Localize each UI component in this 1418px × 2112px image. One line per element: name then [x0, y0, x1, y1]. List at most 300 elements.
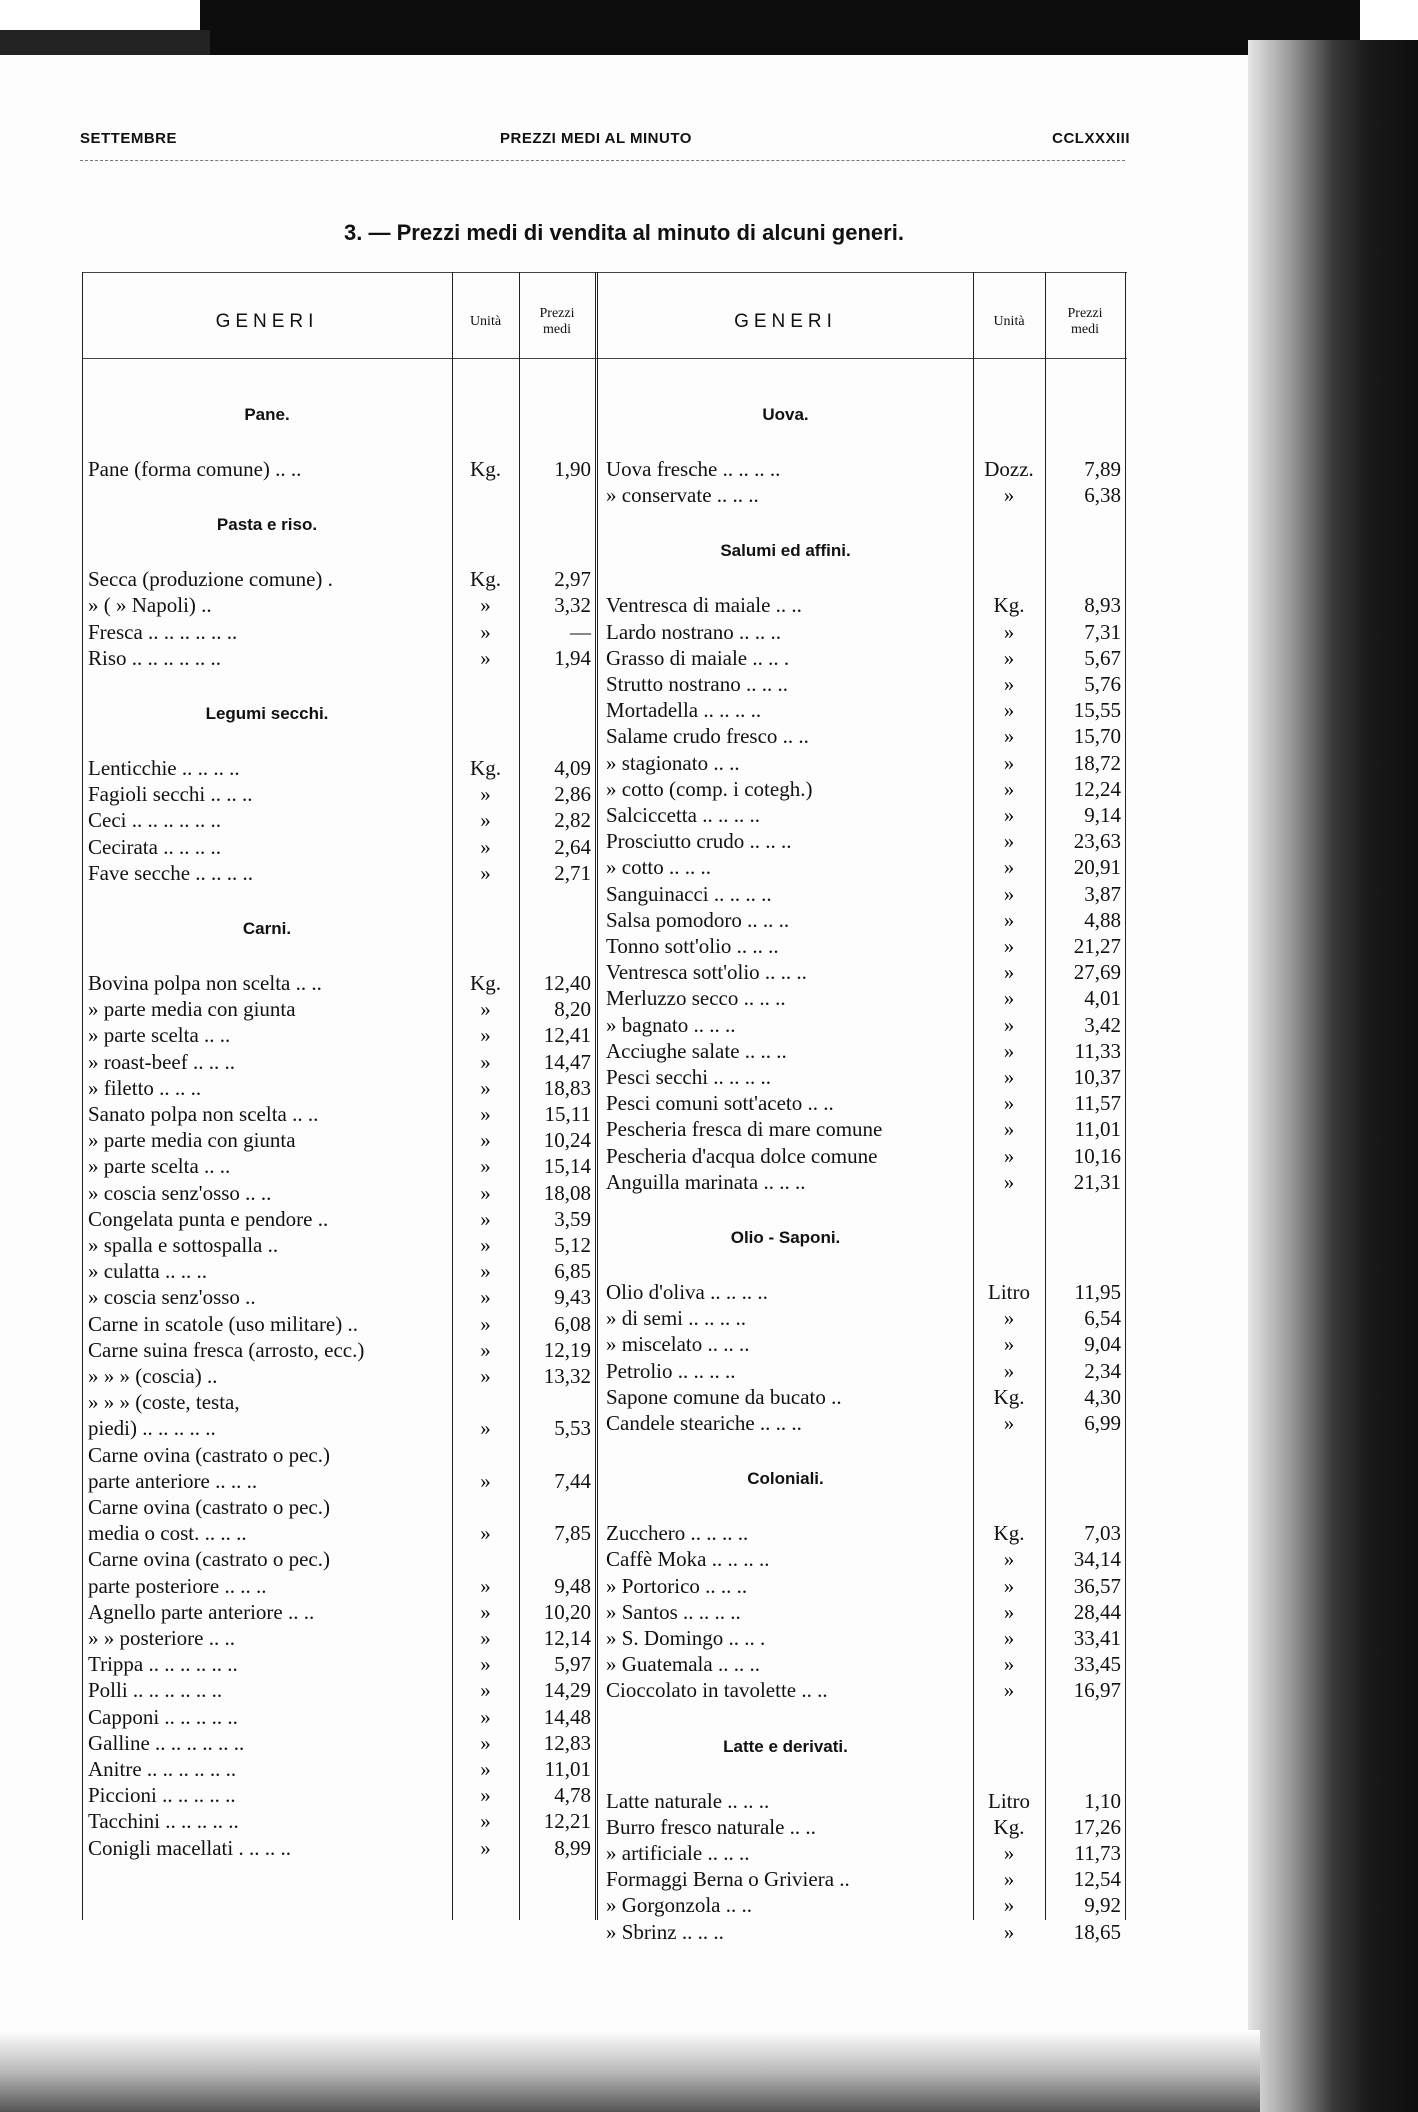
- item-price: 11,57: [1074, 1091, 1121, 1116]
- item-price: 2,34: [1084, 1358, 1121, 1383]
- header-generi-right: GENERI: [734, 311, 837, 332]
- item-unit: Dozz.: [984, 457, 1034, 481]
- item-name: Conigli macellati . .. .. ..: [88, 1835, 291, 1860]
- item-name: Caffè Moka .. .. .. ..: [606, 1547, 770, 1572]
- item-unit: »: [480, 1573, 491, 1598]
- item-price: 5,97: [554, 1652, 591, 1677]
- item-unit: »: [1003, 698, 1015, 723]
- table-row: [82, 1788, 1125, 1814]
- table-title: 3. — Prezzi medi di vendita al minuto di alcuni generi.: [344, 220, 904, 245]
- item-unit: Kg.: [470, 756, 501, 780]
- table-row: [82, 456, 1125, 482]
- item-price: —: [570, 619, 591, 644]
- item-name: Anitre .. .. .. .. .. ..: [88, 1757, 237, 1781]
- table-row: [82, 1169, 1125, 1195]
- section-heading: Coloniali.: [747, 1469, 824, 1489]
- section-heading: Legumi secchi.: [205, 704, 329, 723]
- item-unit: »: [480, 1599, 491, 1624]
- table-row: [82, 933, 1125, 959]
- item-price: 5,53: [554, 1416, 591, 1441]
- item-name: Prosciutto crudo .. .. ..: [606, 829, 792, 854]
- item-unit: »: [1003, 724, 1015, 749]
- item-name: Carne ovina (castrato o pec.): [88, 1495, 330, 1519]
- item-price: 5,67: [1084, 645, 1121, 670]
- item-name: Burro fresco naturale .. ..: [606, 1814, 816, 1839]
- item-name: » Guatemala .. .. ..: [606, 1652, 760, 1677]
- item-name: Ventresca di maiale .. ..: [606, 593, 802, 618]
- item-price: 7,89: [1084, 457, 1121, 481]
- table-row: [82, 723, 1125, 749]
- item-price: 12,24: [1073, 776, 1121, 801]
- item-name: Cecirata .. .. .. ..: [88, 834, 221, 859]
- item-price: 12,54: [1073, 1867, 1121, 1892]
- table-row: [82, 1546, 1125, 1572]
- running-head-month: SETTEMBRE: [80, 130, 178, 147]
- item-price: 7,85: [554, 1521, 591, 1546]
- item-name: parte posteriore .. .. ..: [88, 1573, 267, 1598]
- item-unit: »: [480, 860, 491, 885]
- item-price: 36,57: [1073, 1573, 1121, 1598]
- table-row: [82, 1494, 1125, 1520]
- item-name: » Sbrinz .. .. ..: [606, 1919, 724, 1944]
- table-row: [82, 1625, 1125, 1651]
- item-price: 7,31: [1084, 619, 1121, 644]
- item-name: Pane (forma comune) .. ..: [88, 457, 302, 481]
- item-name: Carne in scatole (uso militare) ..: [88, 1311, 358, 1336]
- item-price: 9,43: [554, 1285, 591, 1310]
- table-row: [82, 959, 1125, 985]
- item-name: » roast-beef .. .. ..: [88, 1049, 235, 1074]
- table-row: [82, 750, 1125, 776]
- item-name: Ventresca sott'olio .. .. ..: [606, 960, 807, 985]
- item-unit: »: [1003, 986, 1015, 1011]
- item-price: 23,63: [1073, 829, 1121, 854]
- item-name: Anguilla marinata .. .. ..: [606, 1169, 806, 1194]
- item-price: 10,20: [543, 1599, 591, 1624]
- header-prezzi-line1: Prezzi: [1067, 306, 1103, 321]
- item-price: 6,08: [554, 1311, 591, 1336]
- item-price: 14,47: [543, 1049, 591, 1074]
- item-unit: »: [480, 1285, 491, 1310]
- item-unit: »: [480, 1783, 491, 1808]
- item-price: 8,93: [1084, 593, 1121, 618]
- item-name: Lenticchie .. .. .. ..: [88, 756, 240, 780]
- item-name: Trippa .. .. .. .. .. ..: [88, 1652, 238, 1677]
- item-price: 33,45: [1073, 1652, 1121, 1677]
- item-unit: »: [480, 1128, 491, 1153]
- item-price: 12,14: [543, 1626, 591, 1650]
- item-price: 13,32: [543, 1364, 591, 1388]
- item-unit: Kg.: [993, 593, 1025, 618]
- item-price: 12,21: [543, 1809, 591, 1834]
- item-price: 21,27: [1073, 934, 1121, 958]
- item-name: » stagionato .. ..: [606, 750, 740, 775]
- item-price: 8,20: [554, 997, 591, 1022]
- item-unit: Litro: [988, 1280, 1030, 1304]
- item-name: Pesci comuni sott'aceto .. ..: [606, 1091, 834, 1116]
- item-name: Pescheria d'acqua dolce comune: [606, 1143, 878, 1168]
- item-price: 11,01: [544, 1757, 591, 1781]
- item-price: 12,41: [543, 1023, 591, 1048]
- item-name: » parte scelta .. ..: [88, 1023, 231, 1048]
- table-row: [82, 854, 1125, 880]
- item-name: » artificiale .. .. ..: [606, 1841, 750, 1865]
- item-name: Zucchero .. .. .. ..: [606, 1521, 749, 1546]
- item-unit: »: [1003, 1012, 1015, 1037]
- item-name: » coscia senz'osso ..: [88, 1285, 256, 1310]
- item-name: Ceci .. .. .. .. .. ..: [88, 808, 221, 833]
- table-row: [82, 1442, 1125, 1468]
- item-unit: »: [1003, 829, 1015, 854]
- item-name: Carne ovina (castrato o pec.): [88, 1547, 330, 1572]
- item-unit: »: [1003, 803, 1015, 827]
- item-name: » parte scelta .. ..: [88, 1154, 231, 1179]
- item-unit: »: [480, 834, 491, 859]
- section-heading: Pasta e riso.: [216, 515, 318, 535]
- item-price: 3,59: [554, 1206, 591, 1231]
- item-price: 7,44: [554, 1468, 591, 1493]
- item-unit: »: [480, 1023, 491, 1048]
- item-name: piedi) .. .. .. .. ..: [88, 1416, 216, 1441]
- item-unit: »: [1003, 483, 1015, 508]
- item-unit: Kg.: [993, 1814, 1025, 1839]
- scan-border-top: [200, 0, 1360, 55]
- table-row: [82, 776, 1125, 802]
- scan-border-right: [1248, 40, 1418, 2112]
- table-row: [82, 619, 1125, 645]
- item-name: Sapone comune da bucato ..: [606, 1384, 842, 1409]
- item-name: Olio d'oliva .. .. .. ..: [606, 1280, 768, 1304]
- item-name: Tonno sott'olio .. .. ..: [606, 934, 779, 958]
- item-price: 10,16: [1073, 1143, 1121, 1168]
- item-price: 6,38: [1084, 483, 1121, 508]
- item-name: Acciughe salate .. .. ..: [606, 1038, 787, 1063]
- page-number: CCLXXXIII: [1052, 130, 1130, 147]
- item-price: 5,12: [554, 1233, 591, 1257]
- table-row: [82, 671, 1125, 697]
- item-price: 16,97: [1073, 1678, 1121, 1703]
- item-unit: »: [480, 1311, 491, 1336]
- item-unit: »: [1003, 1117, 1015, 1142]
- item-price: 11,01: [1074, 1117, 1121, 1142]
- item-name: Lardo nostrano .. .. ..: [606, 619, 781, 644]
- item-price: 4,09: [554, 756, 591, 780]
- table-row: [82, 1305, 1125, 1331]
- item-price: 12,83: [543, 1730, 591, 1755]
- item-name: » Santos .. .. .. ..: [606, 1599, 741, 1624]
- item-name: Candele steariche .. .. ..: [606, 1411, 802, 1435]
- table-row: [82, 697, 1125, 723]
- section-heading: Latte e derivati.: [723, 1736, 848, 1756]
- section-heading: Pane.: [244, 405, 290, 424]
- header-prezzi-left: [519, 292, 595, 352]
- item-unit: »: [480, 1626, 491, 1650]
- table-row: [82, 802, 1125, 828]
- table-row: [82, 907, 1125, 933]
- item-price: 11,33: [1074, 1038, 1121, 1063]
- header-prezzi-line2: medi: [543, 322, 571, 337]
- item-name: » cotto (comp. i cotegh.): [606, 776, 813, 801]
- item-unit: Kg.: [993, 1521, 1025, 1546]
- item-unit: Litro: [988, 1788, 1030, 1813]
- item-unit: »: [1003, 1547, 1015, 1572]
- item-name: Capponi .. .. .. .. ..: [88, 1704, 238, 1729]
- item-name: Salsa pomodoro .. .. ..: [606, 907, 790, 932]
- item-unit: »: [1003, 1573, 1015, 1598]
- item-name: Galline .. .. .. .. .. ..: [88, 1730, 245, 1755]
- table-row: [82, 1677, 1125, 1703]
- table-row: [82, 1384, 1125, 1410]
- item-unit: »: [1003, 672, 1015, 696]
- item-name: Fave secche .. .. .. ..: [88, 860, 254, 885]
- running-head-section: PREZZI MEDI AL MINUTO: [500, 130, 692, 147]
- item-price: 2,97: [554, 567, 591, 592]
- item-name: parte anteriore .. .. ..: [88, 1468, 258, 1493]
- item-unit: »: [480, 1075, 491, 1100]
- item-name: Formaggi Berna o Griviera ..: [606, 1867, 850, 1892]
- item-price: 34,14: [1073, 1547, 1121, 1572]
- item-name: Strutto nostrano .. .. ..: [606, 672, 788, 696]
- item-name: Fresca .. .. .. .. .. ..: [88, 619, 238, 644]
- item-unit: »: [1003, 1332, 1015, 1357]
- item-name: » di semi .. .. .. ..: [606, 1306, 746, 1331]
- item-unit: »: [1003, 1358, 1015, 1383]
- item-unit: »: [480, 1259, 491, 1284]
- item-unit: »: [1003, 907, 1015, 932]
- item-name: Grasso di maiale .. .. .: [606, 645, 790, 670]
- item-price: 7,03: [1084, 1521, 1121, 1546]
- item-name: media o cost. .. .. ..: [88, 1521, 247, 1546]
- table-row: [82, 1090, 1125, 1116]
- header-unita-left: Unità: [469, 314, 502, 329]
- item-unit: Kg.: [993, 1384, 1025, 1409]
- item-unit: »: [1003, 881, 1015, 906]
- item-price: 11,95: [1074, 1280, 1121, 1304]
- item-unit: »: [1003, 1038, 1015, 1063]
- item-price: 11,73: [1074, 1841, 1121, 1865]
- item-unit: »: [1003, 1169, 1015, 1194]
- table-header-rule: [82, 358, 1127, 359]
- item-unit: »: [1003, 619, 1015, 644]
- item-price: 2,82: [554, 808, 591, 833]
- item-name: Agnello parte anteriore .. ..: [88, 1599, 315, 1624]
- item-price: 9,48: [554, 1573, 591, 1598]
- item-name: » conservate .. .. ..: [606, 483, 759, 508]
- item-name: » Gorgonzola .. ..: [606, 1893, 753, 1918]
- table-row: [82, 1892, 1125, 1918]
- item-name: Polli .. .. .. .. .. ..: [88, 1678, 223, 1703]
- item-name: Cioccolato in tavolette .. ..: [606, 1678, 828, 1703]
- item-name: » » » (coscia) ..: [88, 1364, 218, 1388]
- item-price: 20,91: [1073, 855, 1121, 880]
- item-unit: »: [480, 1757, 491, 1781]
- table-row: [82, 881, 1125, 907]
- item-unit: »: [1003, 1626, 1015, 1650]
- item-unit: »: [480, 1233, 491, 1257]
- item-price: 4,88: [1084, 907, 1121, 932]
- item-price: 15,11: [544, 1102, 591, 1126]
- item-name: Latte naturale .. .. ..: [606, 1788, 770, 1813]
- table-row: [82, 1866, 1125, 1892]
- item-price: 1,90: [554, 457, 591, 481]
- item-unit: »: [1003, 1091, 1015, 1116]
- header-rule: [80, 160, 1125, 161]
- table-row: [82, 1358, 1125, 1384]
- item-unit: »: [480, 1468, 491, 1493]
- item-price: 21,31: [1073, 1169, 1121, 1194]
- item-name: Merluzzo secco .. .. ..: [606, 986, 786, 1011]
- column-rule: [1125, 272, 1126, 1920]
- header-unita-right: Unità: [993, 314, 1025, 329]
- item-price: 27,69: [1073, 960, 1121, 985]
- table-row: [82, 592, 1125, 618]
- section-heading: Carni.: [242, 919, 292, 938]
- item-name: Carne suina fresca (arrosto, ecc.): [88, 1337, 365, 1362]
- item-name: Sanguinacci .. .. .. ..: [606, 881, 772, 906]
- item-unit: »: [1003, 1867, 1015, 1892]
- item-unit: »: [1003, 1599, 1015, 1624]
- item-unit: »: [480, 1364, 491, 1388]
- item-unit: »: [1003, 855, 1015, 880]
- item-price: 15,70: [1073, 724, 1121, 749]
- item-price: 8,99: [554, 1835, 591, 1860]
- item-unit: »: [1003, 1306, 1015, 1331]
- table-row: [82, 1064, 1125, 1090]
- item-unit: »: [1003, 1678, 1015, 1703]
- item-unit: »: [480, 1416, 491, 1441]
- item-name: » » » (coste, testa,: [88, 1390, 240, 1415]
- item-name: Salciccetta .. .. .. ..: [606, 803, 760, 827]
- item-unit: »: [1003, 776, 1015, 801]
- item-unit: »: [480, 1704, 491, 1729]
- item-price: 18,65: [1073, 1919, 1121, 1944]
- item-unit: »: [480, 1049, 491, 1074]
- table-row: [82, 1651, 1125, 1677]
- item-unit: »: [480, 593, 491, 618]
- item-price: 1,10: [1084, 1788, 1121, 1813]
- item-price: 3,42: [1084, 1012, 1121, 1037]
- item-name: Petrolio .. .. .. ..: [606, 1358, 736, 1383]
- item-price: 4,01: [1084, 986, 1121, 1011]
- item-unit: »: [480, 1102, 491, 1126]
- item-unit: »: [480, 1652, 491, 1677]
- item-unit: »: [480, 619, 491, 644]
- item-price: 14,48: [543, 1704, 591, 1729]
- item-unit: »: [1003, 1893, 1015, 1918]
- item-name: Tacchini .. .. .. .. ..: [88, 1809, 239, 1834]
- item-price: 2,86: [554, 782, 591, 807]
- item-price: 4,30: [1084, 1384, 1121, 1409]
- section-heading: Salumi ed affini.: [720, 541, 851, 561]
- item-unit: Kg.: [470, 567, 501, 592]
- scan-border-bottom: [0, 2030, 1260, 2112]
- table-row: [82, 1704, 1125, 1730]
- item-name: » parte media con giunta: [88, 997, 296, 1022]
- table-row: [82, 645, 1125, 671]
- item-name: » » posteriore .. ..: [88, 1626, 235, 1650]
- item-unit: »: [480, 645, 491, 670]
- table-row: [82, 1279, 1125, 1305]
- header-generi-left: GENERI: [215, 311, 319, 332]
- item-price: 15,55: [1073, 698, 1121, 723]
- item-unit: »: [1003, 960, 1015, 985]
- item-price: 17,26: [1073, 1814, 1121, 1839]
- table-row: [82, 1143, 1125, 1169]
- item-price: 1,94: [554, 645, 591, 670]
- item-unit: »: [480, 1180, 491, 1205]
- table-row: [82, 1331, 1125, 1357]
- item-unit: »: [1003, 750, 1015, 775]
- item-name: » ( » Napoli) ..: [88, 593, 212, 618]
- table-top-rule: [82, 272, 1127, 273]
- item-unit: »: [1003, 1841, 1015, 1865]
- item-unit: »: [1003, 1652, 1015, 1677]
- item-price: 12,40: [543, 971, 591, 995]
- table-row: [82, 828, 1125, 854]
- item-unit: Kg.: [470, 971, 501, 995]
- item-price: 18,72: [1073, 750, 1121, 775]
- item-price: 2,71: [554, 860, 591, 885]
- item-name: » spalla e sottospalla ..: [88, 1233, 279, 1257]
- item-name: » filetto .. .. ..: [88, 1075, 202, 1100]
- table-row: [82, 1520, 1125, 1546]
- item-name: Carne ovina (castrato o pec.): [88, 1442, 330, 1467]
- item-name: » bagnato .. .. ..: [606, 1012, 736, 1037]
- item-unit: Kg.: [470, 457, 501, 481]
- price-table: [82, 272, 1127, 1944]
- item-unit: »: [480, 1206, 491, 1231]
- table-row: [82, 1012, 1125, 1038]
- item-name: Uova fresche .. .. .. ..: [606, 457, 781, 481]
- item-price: 6,85: [554, 1259, 591, 1284]
- item-name: Fagioli secchi .. .. ..: [88, 782, 253, 807]
- item-price: 33,41: [1073, 1626, 1121, 1650]
- item-name: Bovina polpa non scelta .. ..: [88, 971, 322, 995]
- item-unit: »: [480, 1835, 491, 1860]
- table-row: [82, 985, 1125, 1011]
- header-prezzi-right: [1045, 292, 1125, 352]
- section-heading: Uova.: [762, 405, 809, 424]
- table-row: [82, 482, 1125, 508]
- item-price: 18,08: [543, 1180, 591, 1205]
- item-price: 10,37: [1073, 1065, 1121, 1089]
- item-name: » culatta .. .. ..: [88, 1259, 207, 1284]
- header-prezzi-line1: Prezzi: [539, 306, 575, 321]
- item-unit: »: [1003, 1065, 1015, 1089]
- item-unit: »: [1003, 645, 1015, 670]
- table-row: [82, 1038, 1125, 1064]
- item-name: Congelata punta e pendore ..: [88, 1206, 329, 1231]
- item-price: 6,99: [1084, 1411, 1121, 1435]
- item-unit: »: [480, 1521, 491, 1546]
- item-price: 10,24: [543, 1128, 591, 1153]
- item-name: Salame crudo fresco .. ..: [606, 724, 809, 749]
- item-name: Pesci secchi .. .. .. ..: [606, 1065, 772, 1089]
- item-price: 6,54: [1084, 1306, 1121, 1331]
- item-unit: »: [480, 1730, 491, 1755]
- item-price: 28,44: [1073, 1599, 1121, 1624]
- item-name: Mortadella .. .. .. ..: [606, 698, 762, 723]
- table-row: [82, 1599, 1125, 1625]
- item-unit: »: [480, 1154, 491, 1179]
- item-unit: »: [480, 1809, 491, 1834]
- header-prezzi-line2: medi: [1071, 322, 1099, 337]
- item-price: 4,78: [554, 1783, 591, 1808]
- item-name: Secca (produzione comune) .: [88, 567, 333, 592]
- table-row: [82, 1410, 1125, 1436]
- item-name: » Portorico .. .. ..: [606, 1573, 748, 1598]
- item-name: » parte media con giunta: [88, 1128, 296, 1153]
